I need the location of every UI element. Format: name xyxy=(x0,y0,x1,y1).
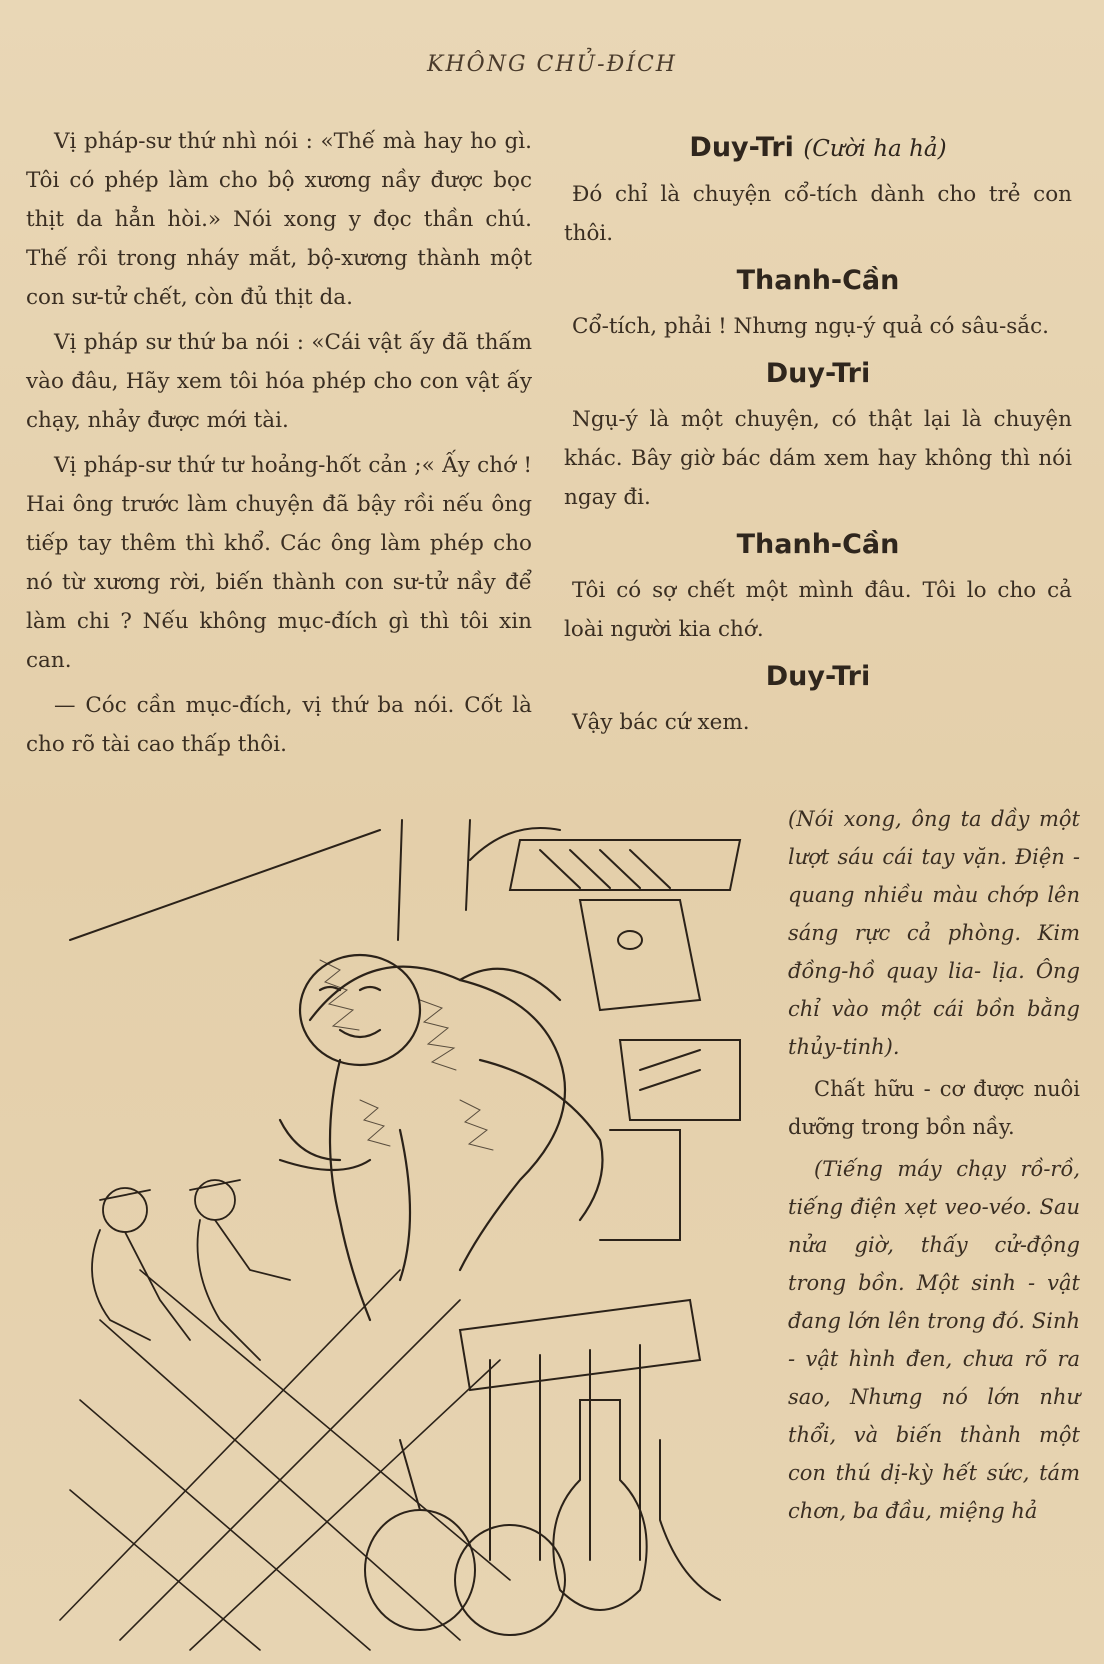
dialogue-line: Đó chỉ là chuyện cổ-tích dành cho trẻ con thôi. xyxy=(564,182,1072,246)
paragraph: Vị pháp-sư thứ nhì nói : «Thế mà hay ho gì. Tôi có phép làm cho bộ xương nầy được bọc thịt da hẳn hòi.» Nói xong y đọc thần chú. Thế rồi trong nháy mắt, bộ-xương thành một con sư-tử chết, còn đủ thịt da. xyxy=(26,129,532,310)
background-figures xyxy=(92,1180,290,1360)
illustration xyxy=(40,800,780,1660)
paragraph: Vị pháp-sư thứ tư hoảng-hốt cản ;« Ấy chớ ! Hai ông trước làm chuyện đã bậy rồi nếu ông tiếp tay thêm thì khổ. Các ông làm phép cho nó từ xương rời, biến thành con sư-tử nầy để làm chi ? Nếu không mục-đích gì thì tôi xin can. xyxy=(26,453,532,673)
stage-column xyxy=(788,800,1080,1534)
floor-grid xyxy=(60,1270,510,1650)
running-header: KHÔNG CHỦ-ĐÍCH xyxy=(427,52,677,77)
right-column xyxy=(564,122,1072,748)
speaker-name: Duy-Tri xyxy=(765,358,871,389)
dialogue-line: Vậy bác cứ xem. xyxy=(572,710,750,735)
stage-direction: (Nói xong, ông ta dầy một lượt sáu cái tay vặn. Điện - quang nhiều màu chớp lên sáng rực cả phòng. Kim đồng-hồ quay lia- lịa. Ông chỉ vào một cái bồn bằng thủy-tinh). xyxy=(788,807,1080,1059)
speaker-label: Duy-Tri xyxy=(689,132,794,163)
speaker-name: Thanh-Cần xyxy=(736,265,900,296)
creature xyxy=(280,955,603,1320)
dialogue-line: Chất hữu - cơ được nuôi dưỡng trong bồn nầy. xyxy=(788,1077,1080,1139)
dialogue-line: Ngụ-ý là một chuyện, có thật lại là chuyện khác. Bây giờ bác dám xem hay không thì nói ngay đi. xyxy=(564,407,1072,510)
paragraph: — Cóc cần mục-đích, vị thứ ba nói. Cốt là cho rõ tài cao thấp thôi. xyxy=(26,693,532,757)
speaker-name: Duy-Tri xyxy=(765,661,871,692)
dialogue-line: Cổ-tích, phải ! Nhưng ngụ-ý quả có sâu-sắc. xyxy=(572,314,1049,339)
paragraph: Vị pháp sư thứ ba nói : «Cái vật ấy đã thấm vào đâu, Hãy xem tôi hóa phép cho con vật ấy chạy, nhảy được mới tài. xyxy=(26,330,532,433)
stage-direction: (Cười ha hả) xyxy=(803,136,947,162)
left-column xyxy=(26,122,532,770)
speaker-name xyxy=(564,126,1072,171)
lab-glassware xyxy=(365,1300,720,1635)
wall-line xyxy=(70,830,380,940)
dialogue-line: Tôi có sợ chết một mình đâu. Tôi lo cho cả loài người kia chớ. xyxy=(564,578,1072,642)
machine xyxy=(510,840,740,1240)
speaker-name: Thanh-Cần xyxy=(736,529,900,560)
stage-direction: (Tiếng máy chạy rồ-rồ, tiếng điện xẹt veo-véo. Sau nửa giờ, thấy cử-động trong bồn. Một sinh - vật đang lớn lên trong đó. Sinh - vật hình đen, chưa rõ ra sao, Nhưng nó lớn như thổi, và biến thành một con thú dị-kỳ hết sức, tám chơn, ba đầu, miệng hả xyxy=(788,1157,1080,1523)
